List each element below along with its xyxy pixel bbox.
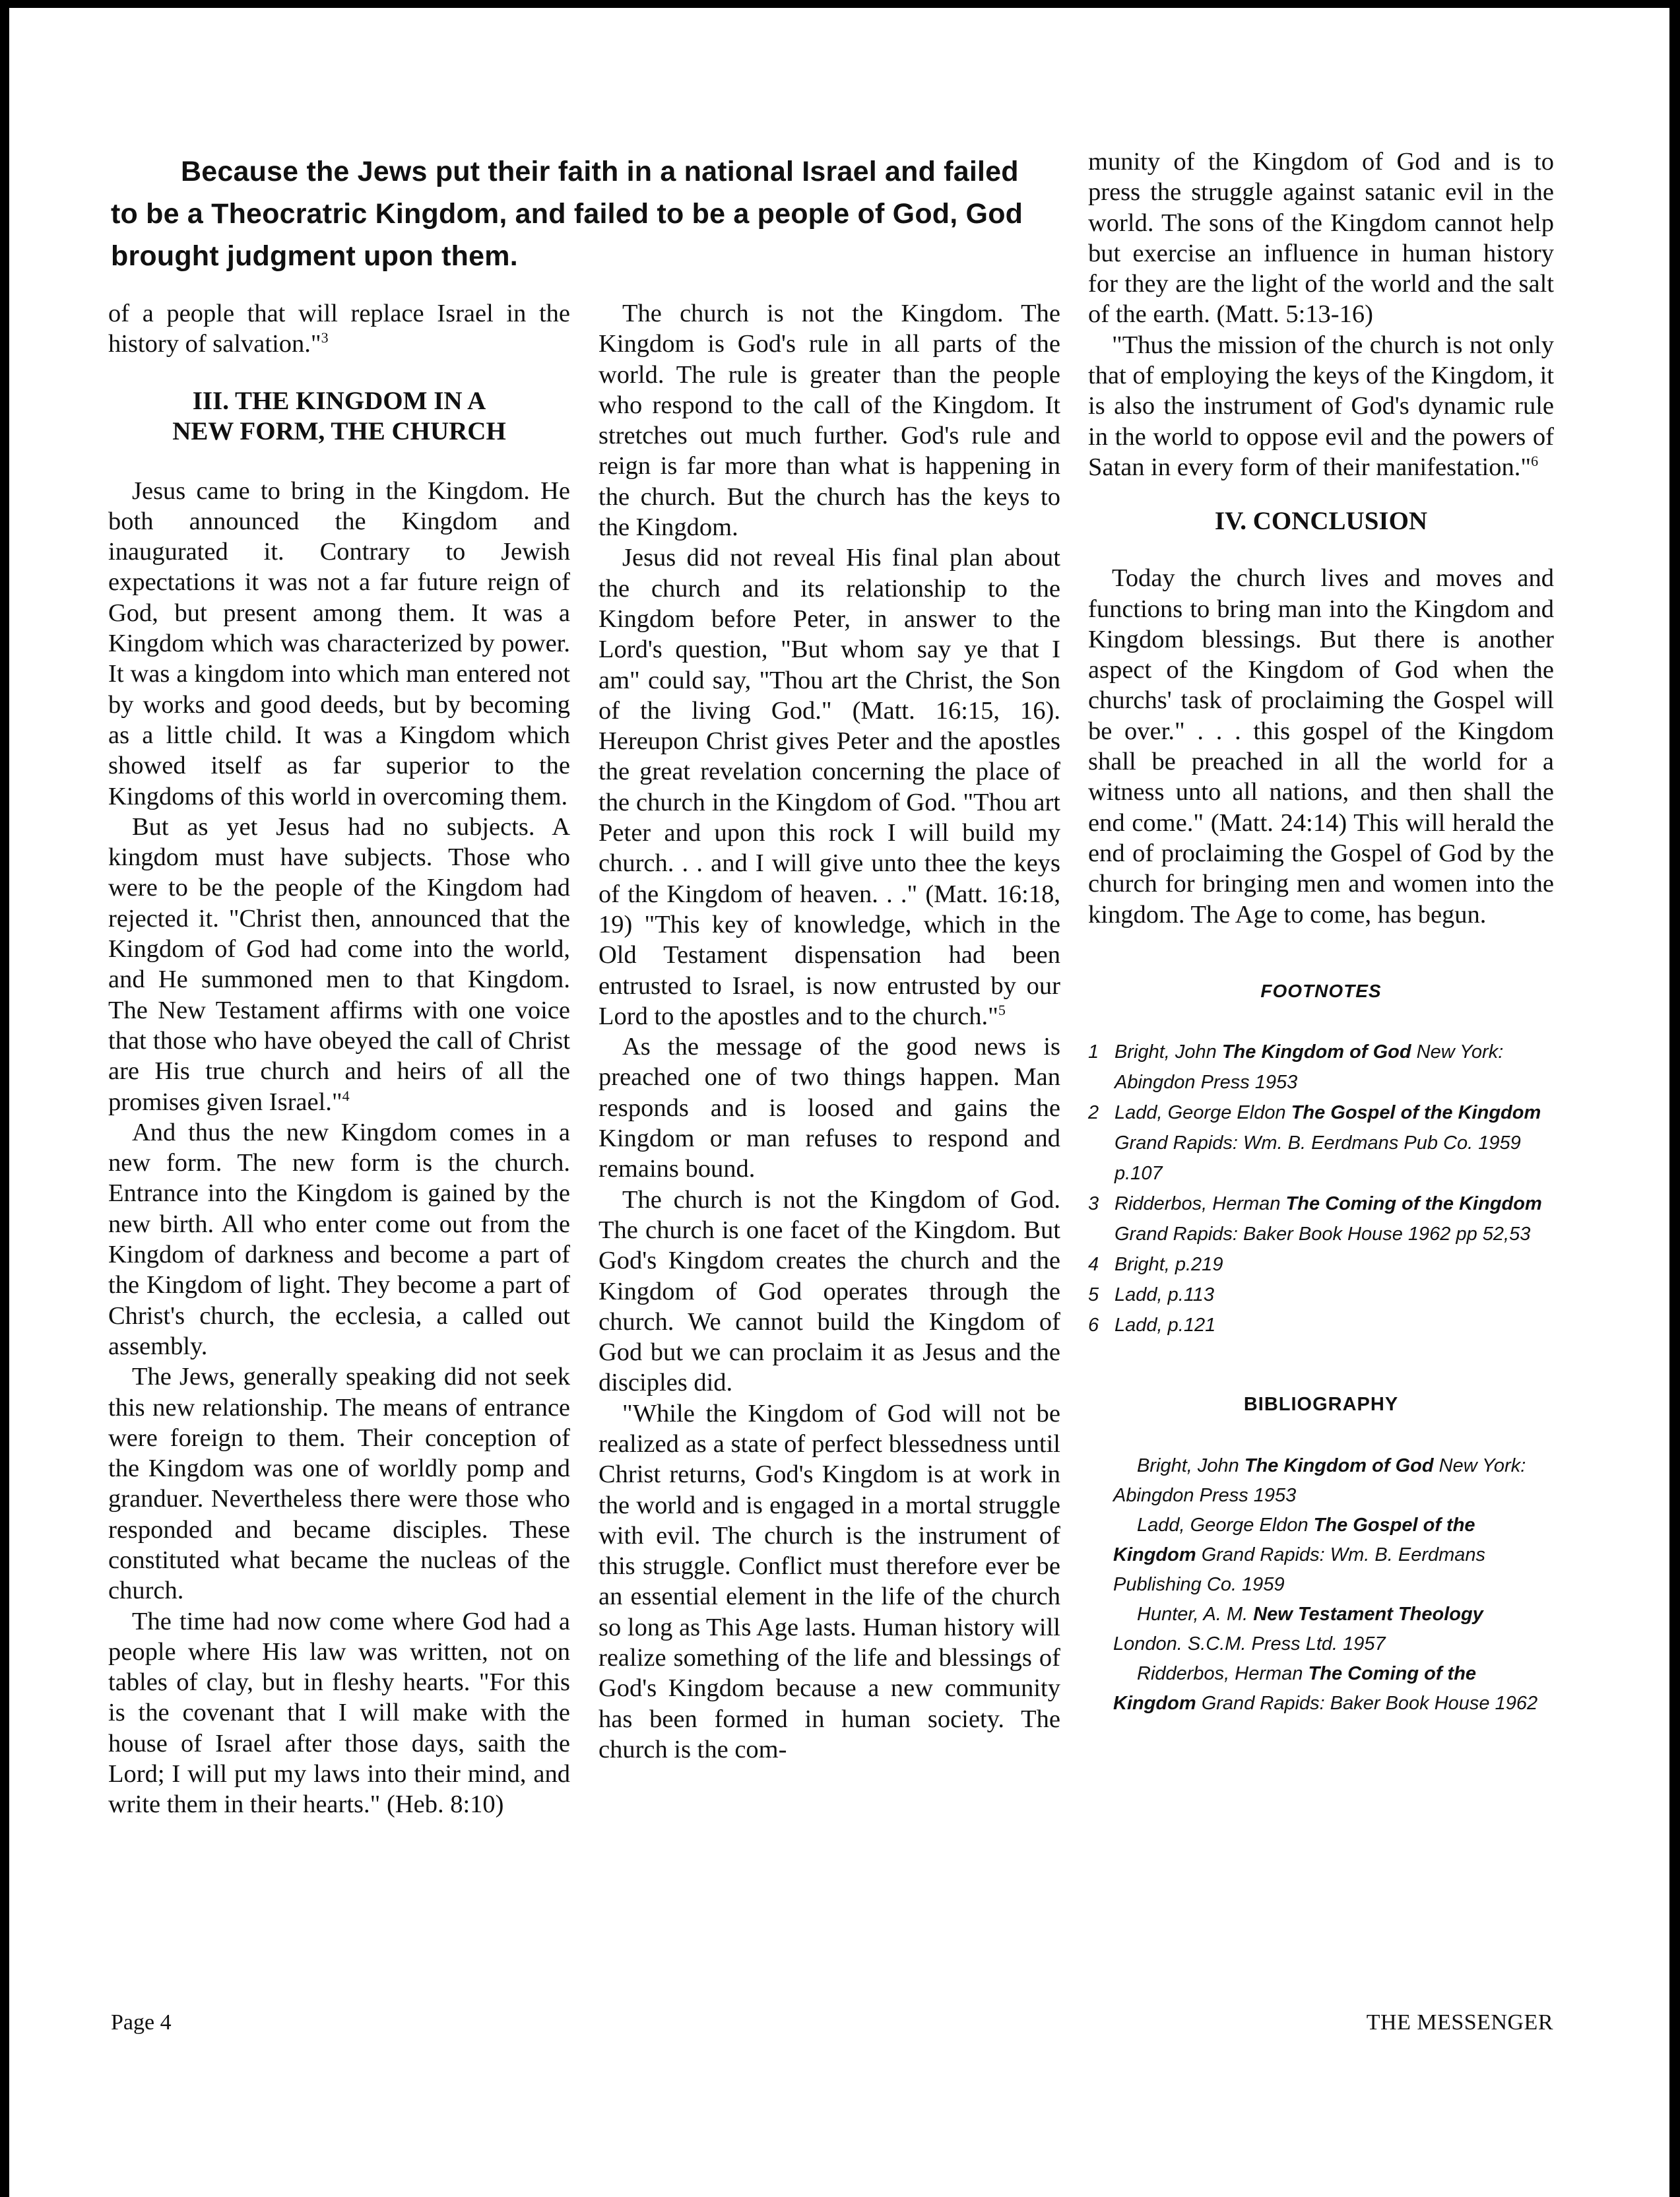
bib-title: The Kingdom of God xyxy=(1244,1455,1434,1477)
footnote-title: The Kingdom of God xyxy=(1221,1041,1411,1063)
paragraph xyxy=(108,812,570,1117)
footnote-item xyxy=(1088,1037,1554,1098)
page-number: Page 4 xyxy=(111,2010,172,2035)
footnote-author: Ladd, George Eldon xyxy=(1115,1102,1286,1124)
paragraph: Jesus came to bring in the Kingdom. He both announced the Kingdom and inaugurated it. Contrary to Jewish expectations it was not a far future reign of God, but present among them. It was a Kingdom which was characterized by power. It was a kingdom into which man entered not by works and good deeds, but by becoming as a little child. It was a Kingdom which showed itself as far superior to the Kingdoms of this world in overcoming them. xyxy=(108,476,570,810)
footnote-item xyxy=(1088,1189,1554,1249)
bib-title: New Testament Theology xyxy=(1253,1604,1483,1625)
footnote-item xyxy=(1088,1098,1554,1189)
paragraph: As the message of the good news is preached one of two things happen. Man responds and is loosed and gains the Kingdom or man refuses to respond and remains bound. xyxy=(598,1033,1060,1183)
paragraph: "While the Kingdom of God will not be realized as a state of perfect blessedness until Christ returns, God's Kingdom is at work in the world and is engaged in a mortal struggle with evil. The church is the instrument of this struggle. Conflict must therefore ever be an essential element in the life of the church so long as This Age lasts. Human history will realize something of the life and blessings of God's Kingdom because a new community has been formed in human society. The church is the com- xyxy=(598,1399,1060,1763)
bib-title: The Gospel of the Kingdom xyxy=(1113,1515,1475,1566)
footnote-number: 4 xyxy=(1088,1254,1099,1276)
pull-quote: Because the Jews put their faith in a national Israel and failed to be a Theocratric Kingdom, and failed to be a people of God, God brought judgment upon them. xyxy=(111,156,1023,272)
bib-title: The Coming of the Kingdom xyxy=(1113,1663,1477,1715)
footnote-author: Bright, p.219 xyxy=(1115,1254,1223,1276)
footnote-title: The Gospel of the Kingdom xyxy=(1291,1102,1541,1124)
paragraph-text: But as yet Jesus had no subjects. A kingdom must have subjects. Those who were to be the people of the Kingdom had rejected it. "Christ then, announced that the Kingdom of God had come into the world, and He summoned men to that Kingdom. The New Testament affirms with one voice that those who have obeyed the call of Christ are His true church and heirs of all the promises given Israel." xyxy=(108,812,570,1116)
column-2 xyxy=(598,298,1060,1765)
bib-author: Ridderbos, Herman xyxy=(1137,1663,1303,1685)
footnote-author: Ladd, p.121 xyxy=(1115,1315,1216,1336)
paragraph-text: "Thus the mission of the church is not only that of employing the keys of the Kingdom, it is also the instrument of God's dynamic rule in the world to oppose evil and the powers of Satan in every form of their manifestation." xyxy=(1088,331,1554,481)
section-heading-iv: IV. CONCLUSION xyxy=(1214,507,1428,536)
footnotes-list xyxy=(1088,1037,1554,1340)
scan-edge-left xyxy=(0,0,9,2197)
paragraph: The time had now come where God had a people where His law was written, not on tables of clay, but in fleshy hearts. "For this is the covenant that I will make with the house of Israel after those days, saith the Lord; I will put my laws into their mind, and write them in their hearts." (Heb. 8:10) xyxy=(108,1607,570,1819)
paragraph xyxy=(598,542,1060,1032)
paragraph xyxy=(1088,330,1554,482)
footnote-publisher: Grand Rapids: Wm. B. Eerdmans Pub Co. 1959 p.107 xyxy=(1115,1132,1521,1185)
bib-author: Hunter, A. M. xyxy=(1137,1604,1248,1625)
footnote-number: 5 xyxy=(1088,1284,1099,1306)
paragraph: Today the church lives and moves and functions to bring man into the Kingdom and Kingdom blessings. But there is another aspect of the Kingdom of God when the churchs' task of proclaiming the Gospel will be over." . . . this gospel of the Kingdom shall be preached in all the world for a witness unto all nations, and then shall the end come." (Matt. 24:14) This will herald the end of proclaiming the Gospel of God by the church for bringing men and women into the kingdom. The Age to come, has begun. xyxy=(1088,564,1554,929)
footnote-author: Bright, John xyxy=(1115,1041,1217,1063)
heading-line: III. THE KINGDOM IN A xyxy=(192,386,486,415)
footnote-ref: 5 xyxy=(998,1002,1006,1018)
footnote-publisher: Grand Rapids: Baker Book House 1962 pp 52,53 xyxy=(1115,1224,1531,1245)
bibliography-entry xyxy=(1088,1451,1554,1511)
footnote-number: 2 xyxy=(1088,1102,1099,1124)
publication-name: THE MESSENGER xyxy=(1366,2010,1553,2035)
bib-author: Ladd, George Eldon xyxy=(1137,1515,1308,1536)
footnote-title: The Coming of the Kingdom xyxy=(1285,1193,1542,1215)
section-heading-iii xyxy=(108,386,570,447)
paragraph: The church is not the Kingdom. The Kingdom is God's rule in all parts of the world. The rule is greater than the people who respond to the call of the Kingdom. It stretches out much further. God's rule and reign is far more than what is happening in the church. But the church has the keys to the Kingdom. xyxy=(598,300,1060,542)
column-1 xyxy=(108,298,570,1820)
footnote-number: 3 xyxy=(1088,1193,1099,1215)
bib-publisher: Grand Rapids: Baker Book House 1962 xyxy=(1201,1693,1538,1715)
heading-line: NEW FORM, THE CHURCH xyxy=(172,416,506,445)
bib-publisher: Grand Rapids: Wm. B. Eerdmans Publishing Co. 1959 xyxy=(1113,1544,1486,1596)
column-3 xyxy=(1088,147,1554,1719)
footnote-item xyxy=(1088,1249,1554,1280)
footnote-number: 6 xyxy=(1088,1315,1099,1336)
bib-author: Bright, John xyxy=(1137,1455,1239,1477)
footnote-ref: 3 xyxy=(321,329,329,346)
paragraph-text: of a people that will replace Israel in the history of salvation." xyxy=(108,300,570,358)
paragraph-text: Jesus did not reveal His final plan about the church and its relationship to the Kingdom before Peter, in answer to the Lord's question, "But whom say ye that I am" could say, "Thou art the Christ, the Son of the living God." (Matt. 16:15, 16). Hereupon Christ gives Peter and the apostles the great revelation concerning the place of the church in the Kingdom of God. "Thou art Peter and upon this rock I will build my church. . . and I will give unto thee the keys of the Kingdom of heaven. . ." (Matt. 16:18, 19) "This key of knowledge, which in the Old Testament dispensation had been entrusted to Israel, is now entrusted by our Lord to the apostles and to the church." xyxy=(598,544,1060,1030)
paragraph: The Jews, generally speaking did not seek this new relationship. The means of entrance were foreign to them. Their conception of the Kingdom was one of worldly pomp and granduer. Nevertheless there were those who responded and became disciples. These constituted what became the nucleas of the church. xyxy=(108,1363,570,1605)
paragraph: The church is not the Kingdom of God. The church is one facet of the Kingdom. But God's Kingdom creates the church and the Kingdom of God operates through the church. We cannot build the Kingdom of God but we can proclaim it as Jesus and the disciples did. xyxy=(598,1185,1060,1397)
footnote-publisher: New York: Abingdon Press 1953 xyxy=(1115,1041,1504,1094)
bibliography-entry xyxy=(1088,1511,1554,1600)
footnote-author: Ladd, p.113 xyxy=(1115,1284,1215,1306)
footnotes-title: FOOTNOTES xyxy=(1260,980,1382,1001)
paragraph xyxy=(108,298,570,360)
bib-publisher: New York: Abingdon Press 1953 xyxy=(1113,1455,1526,1507)
scan-edge-right xyxy=(1669,0,1680,2197)
footnote-ref: 4 xyxy=(342,1087,350,1104)
footnote-item xyxy=(1088,1310,1554,1340)
bibliography-entry xyxy=(1088,1659,1554,1719)
scan-edge-top xyxy=(0,0,1680,8)
paragraph: munity of the Kingdom of God and is to press the struggle against satanic evil in the world. The sons of the Kingdom cannot help but exercise an influence in human history for they are the light of the world and the salt of the earth. (Matt. 5:13-16) xyxy=(1088,148,1554,329)
bibliography-entry xyxy=(1088,1600,1554,1659)
footnote-number: 1 xyxy=(1088,1041,1099,1063)
bib-publisher: London. S.C.M. Press Ltd. 1957 xyxy=(1113,1633,1386,1655)
footnote-ref: 6 xyxy=(1531,453,1539,470)
paragraph: And thus the new Kingdom comes in a new form. The new form is the church. Entrance into the Kingdom is gained by the new birth. All who enter come out from the Kingdom of darkness and become a part of the Kingdom of light. They become a part of Christ's church, the ecclesia, a called out assembly. xyxy=(108,1118,570,1360)
bibliography-title: BIBLIOGRAPHY xyxy=(1243,1394,1399,1416)
footnote-item xyxy=(1088,1280,1554,1310)
footnote-author: Ridderbos, Herman xyxy=(1115,1193,1281,1215)
